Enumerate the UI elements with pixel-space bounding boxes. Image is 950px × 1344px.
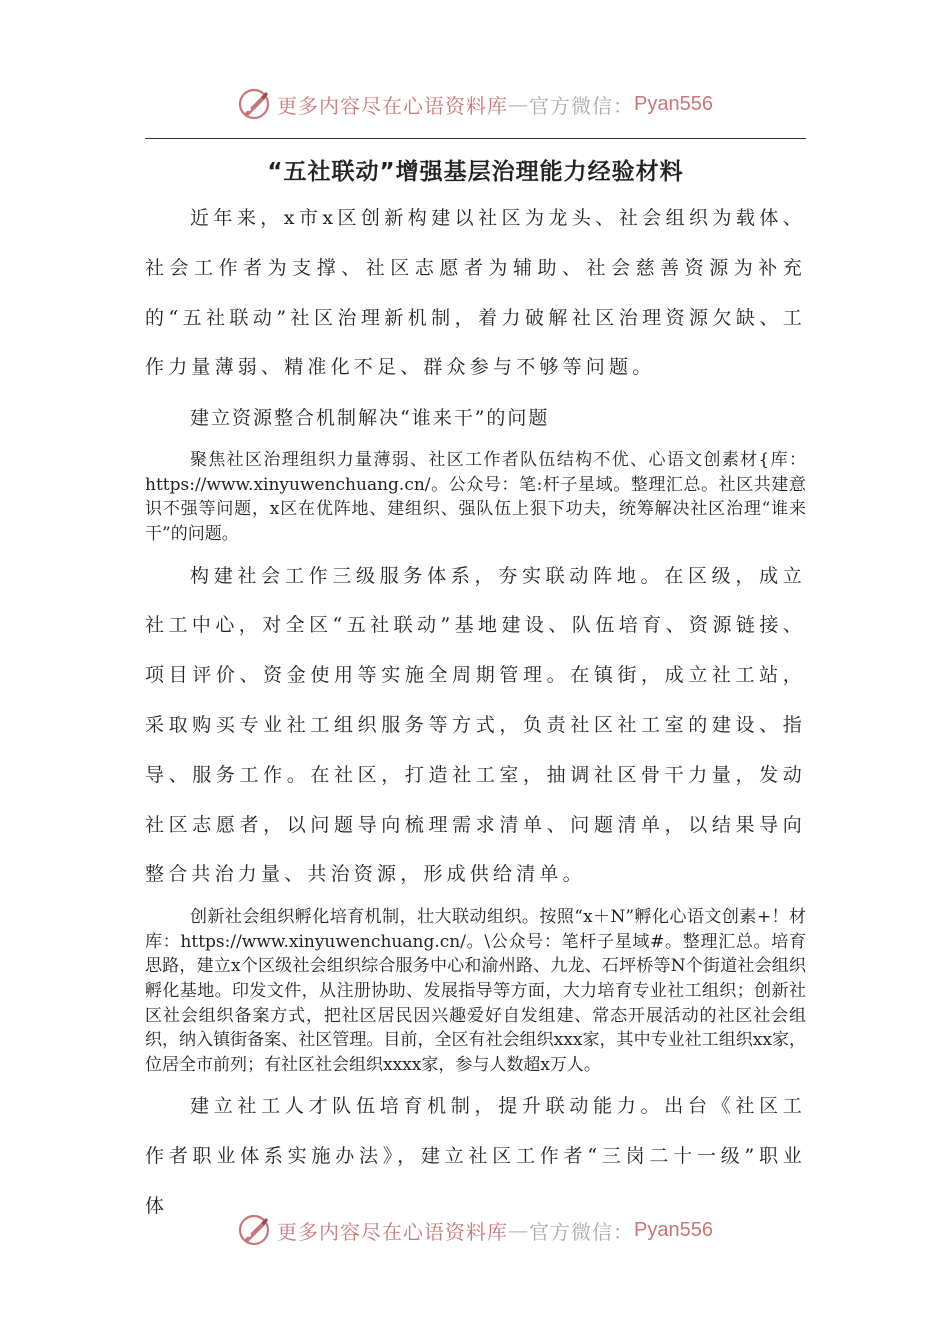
header-divider	[145, 138, 806, 139]
banner-wechat-label: 官方微信：	[529, 93, 635, 118]
pen-logo-icon	[237, 87, 271, 121]
banner-separator: —	[508, 1218, 530, 1242]
document-body	[145, 150, 806, 1232]
body-paragraph: 建立社工人才队伍培育机制，提升联动能力。出台《社区工作者职业体系实施办法》，建立社区工作者“三岗二十一级”职业体	[145, 1095, 806, 1217]
document-title: “五社联动”增强基层治理能力经验材料	[267, 159, 684, 185]
body-paragraph: 聚焦社区治理组织力量薄弱、社区工作者队伍结构不优、心语文创素材{库：https://www.xinyuwenchuang.cn/。公众号：笔:杆子星域。整理汇总。社区共建意识不强等问题，x区在优阵地、建组织、强队伍上狠下功夫，统筹解决社区治理“谁来干”的问题。	[145, 450, 806, 544]
banner-wechat-id: Pyan556	[634, 92, 713, 115]
banner-wechat-id: Pyan556	[634, 1218, 713, 1241]
header-watermark-banner	[0, 84, 950, 124]
footer-watermark-banner	[0, 1210, 950, 1250]
banner-main-text: 更多内容尽在心语资料库	[277, 1219, 509, 1244]
banner-separator: —	[508, 92, 530, 116]
body-paragraph: 构建社会工作三级服务体系，夯实联动阵地。在区级，成立社工中心，对全区“五社联动”基地建设、队伍培育、资源链接、项目评价、资金使用等实施全周期管理。在镇街，成立社工站，采取购买专业社工组织服务等方式，负责社区社工室的建设、指导、服务工作。在社区，打造社工室，抽调社区骨干力量，发动社区志愿者，以问题导向梳理需求清单、问题清单，以结果导向整合共治力量、共治资源，形成供给清单。	[145, 564, 806, 886]
pen-logo-icon	[237, 1213, 271, 1247]
banner-wechat-label: 官方微信：	[529, 1219, 635, 1244]
intro-paragraph: 近年来，x市x区创新构建以社区为龙头、社会组织为载体、社会工作者为支撑、社区志愿者为辅助、社会慈善资源为补充的“五社联动”社区治理新机制，着力破解社区治理资源欠缺、工作力量薄弱、精准化不足、群众参与不够等问题。	[145, 207, 806, 379]
banner-main-text: 更多内容尽在心语资料库	[277, 93, 509, 118]
section-heading: 建立资源整合机制解决“谁来干”的问题	[190, 407, 550, 430]
body-paragraph: 创新社会组织孵化培育机制，壮大联动组织。按照“x＋N”孵化心语文创素+！材库：https://www.xinyuwenchuang.cn/。\公众号：笔杆子星域#。整理汇总。培育思路，建立x个区级社会组织综合服务中心和渝州路、九龙、石坪桥等N个街道社会组织孵化基地。印发文件，从注册协助、发展指导等方面，大力培育专业社工组织；创新社区社会组织备案方式，把社区居民因兴趣爱好自发组建、常态开展活动的社区社会组织，纳入镇街备案、社区管理。目前，全区有社会组织xxx家，其中专业社工组织xx家，位居全市前列；有社区社会组织xxxx家，参与人数超x万人。	[145, 907, 806, 1075]
